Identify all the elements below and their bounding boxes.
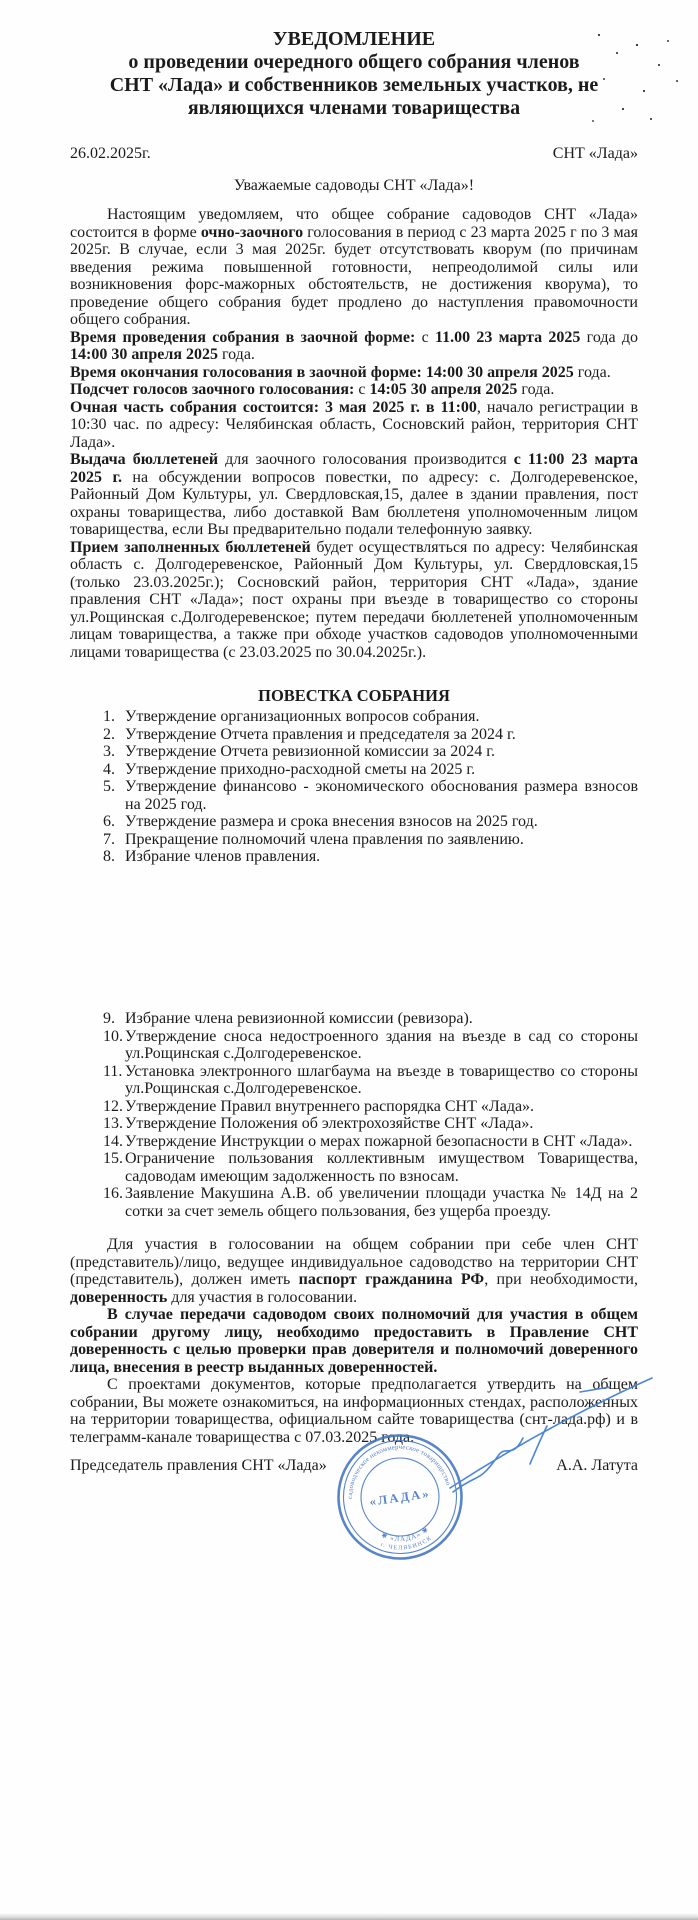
- text-run-bold: В случае передачи садоводом своих полномочий для участия в общем собрании другому лицу, необходимо предоставить в Правление СНТ доверенность с целью проверки прав доверителя и полномочий доверенного лица, внесения в реестр выданных доверенностей.: [70, 1306, 638, 1376]
- text-run-bold: очно-заочного: [200, 223, 304, 241]
- agenda-heading: ПОВЕСТКА СОБРАНИЯ: [258, 686, 450, 705]
- agenda-list-2: [70, 1010, 638, 1220]
- agenda-item-number: 11.: [103, 1062, 123, 1080]
- signature-long-stroke: [450, 1378, 652, 1488]
- agenda-item: [103, 1010, 638, 1028]
- text-run: Настоящим уведомляем, что общее собрание садоводов СНТ «Лада» состоится в форме: [70, 206, 638, 241]
- agenda-item-number: 15.: [103, 1150, 123, 1167]
- agenda-item-number: 12.: [103, 1097, 123, 1115]
- text-run-bold: доверенность: [70, 1288, 168, 1306]
- agenda-item-number: 5.: [103, 778, 115, 795]
- ballot-acceptance-paragraph: [70, 539, 638, 662]
- in-person-meeting-paragraph: [70, 399, 638, 452]
- intro-paragraph: [70, 206, 638, 329]
- agenda-item: [103, 708, 638, 726]
- text-run: Для участия в голосовании на общем собрании при себе член СНТ (представитель)/лицо, ведущее индивидуальное садоводство на территории СНТ (представитель), должен иметь: [70, 1236, 638, 1288]
- agenda-item-text: Избрание членов правления.: [125, 848, 321, 865]
- title-line-2: о проведении очередного общего собрания членов: [128, 51, 580, 73]
- text-run: года.: [517, 381, 555, 398]
- text-run-bold: Подсчет голосов заочного голосования:: [70, 381, 355, 398]
- agenda-item-text: Избрание члена ревизионной комиссии (ревизора).: [125, 1010, 473, 1027]
- notice-body: [70, 206, 638, 661]
- agenda-item-number: 3.: [103, 743, 115, 760]
- title-line-3: СНТ «Лада» и собственников земельных участков, не: [109, 74, 599, 96]
- agenda-item-number: 4.: [103, 760, 115, 778]
- participation-requirements-paragraph: [70, 1236, 638, 1306]
- text-run: С проектами документов, которые предполагается утвердить на общем собрании, Вы можете ознакомиться, на информационных стендах, расположенных на территории товарищества, официальном сайте товарищества (снт-лада.рф) и в телеграмм-канале товарищества с 07.03.2025 года.: [70, 1376, 638, 1446]
- signature-short-stroke: [530, 1426, 547, 1464]
- agenda-item-number: 6.: [103, 813, 115, 830]
- document-header: [70, 28, 638, 195]
- text-run: для участия в голосовании.: [167, 1288, 358, 1306]
- scan-edge-artifact: [0, 1913, 698, 1920]
- agenda-item-number: 7.: [103, 830, 115, 848]
- text-run-bold: Прием заполненных бюллетеней: [70, 538, 311, 556]
- agenda-item-number: 1.: [103, 708, 115, 725]
- agenda-item: [103, 1063, 638, 1098]
- agenda-item: [103, 761, 638, 779]
- agenda-item-text: Утверждение организационных вопросов собрания.: [125, 708, 480, 725]
- text-run-bold: Время окончания голосования в заочной форме: 14:00 30 апреля 2025: [70, 363, 574, 381]
- agenda-item-text: Утверждение Отчета ревизионной комиссии за 2024 г.: [125, 743, 496, 760]
- text-run: года.: [217, 346, 255, 363]
- text-run: года.: [573, 363, 611, 381]
- agenda-item: [103, 1028, 638, 1063]
- agenda-item-number: 2.: [103, 725, 115, 743]
- agenda-item: [103, 1133, 638, 1151]
- agenda-list-1: [70, 708, 638, 866]
- stamp-ring-top-text: садоводческое некоммерческое товарищество: [346, 1443, 452, 1500]
- text-run: на обсуждении вопросов повестки, по адресу: с. Долгодеревенское, Районный Дом Культуры, ул. Свердловская,15, далее в здании правления, пост охраны товарищества, либо доставкой Вам бюллетеня уполномоченным лицом товарищества, если Вы предварительно подали телефонную заявку.: [70, 468, 639, 538]
- text-run-bold: 14:00 30 апреля 2025: [70, 346, 218, 363]
- agenda-item-number: 10.: [103, 1027, 123, 1045]
- agenda-item-text: Ограничение пользования коллективным имуществом Товарищества, садоводам имеющим задолженность по взносам.: [125, 1150, 638, 1185]
- agenda-item: [103, 1115, 638, 1133]
- signature-dash: [580, 1387, 610, 1392]
- agenda-item-text: Утверждение Правил внутреннего распорядка СНТ «Лада».: [125, 1097, 535, 1115]
- text-run: для заочного голосования производится: [218, 451, 514, 468]
- org-name: СНТ «Лада»: [552, 145, 638, 162]
- agenda-item-text: Утверждение размера и срока внесения взносов на 2025 год.: [125, 813, 538, 830]
- text-run: года до: [580, 328, 638, 346]
- text-run-bold: Очная часть собрания состоится: 3 мая 2025 г. в 11:00: [70, 398, 477, 416]
- agenda-item: [103, 848, 638, 866]
- agenda-item-text: Прекращение полномочий члена правления по заявлению.: [125, 830, 524, 848]
- agenda-item: [103, 1185, 638, 1220]
- agenda-item-text: Утверждение Отчета правления и председателя за 2024 г.: [125, 725, 516, 743]
- signature-strokes: [420, 1368, 670, 1508]
- agenda-item: [103, 778, 638, 813]
- document-title: [70, 28, 638, 120]
- greeting-line: Уважаемые садоводы СНТ «Лада»!: [233, 177, 475, 194]
- agenda-item-text: Установка электронного шлагбаума на въезде в товарищество со стороны ул.Рощинская с.Долгодеревенское.: [125, 1062, 638, 1097]
- text-run-bold: 14:05 30 апреля 2025: [369, 381, 518, 398]
- voting-end-line: [70, 364, 638, 382]
- signatory-name: А.А. Латута: [556, 1457, 638, 1474]
- text-run: , начало регистрации в 10:30 час. по адресу: Челябинская область, Сосновский район, территория СНТ Лада».: [70, 398, 639, 451]
- title-line-4: являющихся членами товарищества: [187, 97, 521, 119]
- text-run: голосования в период с 23 марта 2025 г по 3 мая 2025г. В случае, если 3 мая 2025г. будет отсутствовать кворум (по причинам введения режима повышенной готовности, непреодолимой силы или возникновения форс-мажорных обстоятельств, не достижения кворума), то проведение общего собрания будет продлено до наступления правомочности общего собрания.: [70, 223, 639, 328]
- remote-voting-period-line: [70, 329, 638, 364]
- agenda-item: [103, 813, 638, 831]
- text-run-bold: паспорт гражданина РФ: [298, 1271, 485, 1288]
- agenda-item-number: 13.: [103, 1115, 123, 1132]
- text-run: с: [354, 381, 370, 398]
- agenda-item: [103, 1150, 638, 1185]
- title-line-1: УВЕДОМЛЕНИЕ: [272, 28, 436, 50]
- text-run: , при необходимости,: [484, 1271, 638, 1288]
- text-run-bold: 11.00 23 марта 2025: [434, 328, 581, 346]
- agenda-item: [103, 743, 638, 761]
- agenda-item-number: 16.: [103, 1185, 123, 1202]
- agenda-section: [70, 686, 638, 866]
- agenda-item-text: Утверждение Положения об электрохозяйстве СНТ «Лада».: [125, 1115, 534, 1132]
- agenda-item: [103, 726, 638, 744]
- ballot-issue-paragraph: [70, 451, 638, 539]
- agenda-item-text: Утверждение финансово - экономического обоснования размера взносов на 2025 год.: [125, 778, 638, 813]
- text-run-bold: Выдача бюллетеней: [70, 451, 219, 468]
- text-run-bold: с 11:00 23 марта 2025 г.: [70, 451, 639, 486]
- text-run: с: [415, 328, 435, 346]
- agenda-item-text: Заявление Макушина А.В. об увеличении площади участка № 14Д на 2 сотки за счет земель общего пользования, без ущерба проезду.: [125, 1185, 638, 1220]
- agenda-item: [103, 831, 638, 849]
- agenda-item-text: Утверждение приходно-расходной сметы на 2025 г.: [125, 760, 476, 778]
- scan-noise-speckles: [0, 0, 2, 2]
- agenda-item-number: 9.: [103, 1010, 115, 1027]
- stamp-ring-bottom-text: ✱ «ЛАДА» ✱: [380, 1525, 431, 1544]
- date-org-row: [70, 145, 638, 163]
- agenda-item: [103, 1098, 638, 1116]
- vote-count-line: [70, 381, 638, 399]
- agenda-item-number: 8.: [103, 848, 115, 865]
- agenda-item-number: 14.: [103, 1132, 123, 1150]
- proxy-transfer-paragraph: [70, 1306, 638, 1376]
- signatory-title: Председатель правления СНТ «Лада»: [70, 1457, 327, 1474]
- stamp-city-text: г. ЧЕЛЯБИНСК: [379, 1535, 434, 1552]
- stamp-center-text: «ЛАДА»: [368, 1486, 432, 1509]
- text-run-bold: Время проведения собрания в заочной форме:: [70, 328, 416, 346]
- agenda-item-text: Утверждение Инструкции о мерах пожарной безопасности в СНТ «Лада».: [125, 1132, 633, 1150]
- text-run: будет осуществляться по адресу: Челябинская область с. Долгодеревенское, Районный Дом Культуры, ул. Свердловская,15 (только 23.03.2025г.); Сосновский район, территория СНТ «Лада», здание правления СНТ «Лада»; пост охраны при въезде в товарищество со стороны ул.Рощинская с.Долгодеревенское; путем передачи бюллетеней уполномоченным лицам товарищества, а также при обходе участков садоводов уполномоченными лицами товарищества (с 23.03.2025 по 30.04.2025г.).: [70, 538, 638, 661]
- agenda-item-text: Утверждение сноса недостроенного здания на въезде в сад со стороны ул.Рощинская с.Долгодеревенское.: [125, 1027, 638, 1062]
- document-date: 26.02.2025г.: [70, 145, 151, 162]
